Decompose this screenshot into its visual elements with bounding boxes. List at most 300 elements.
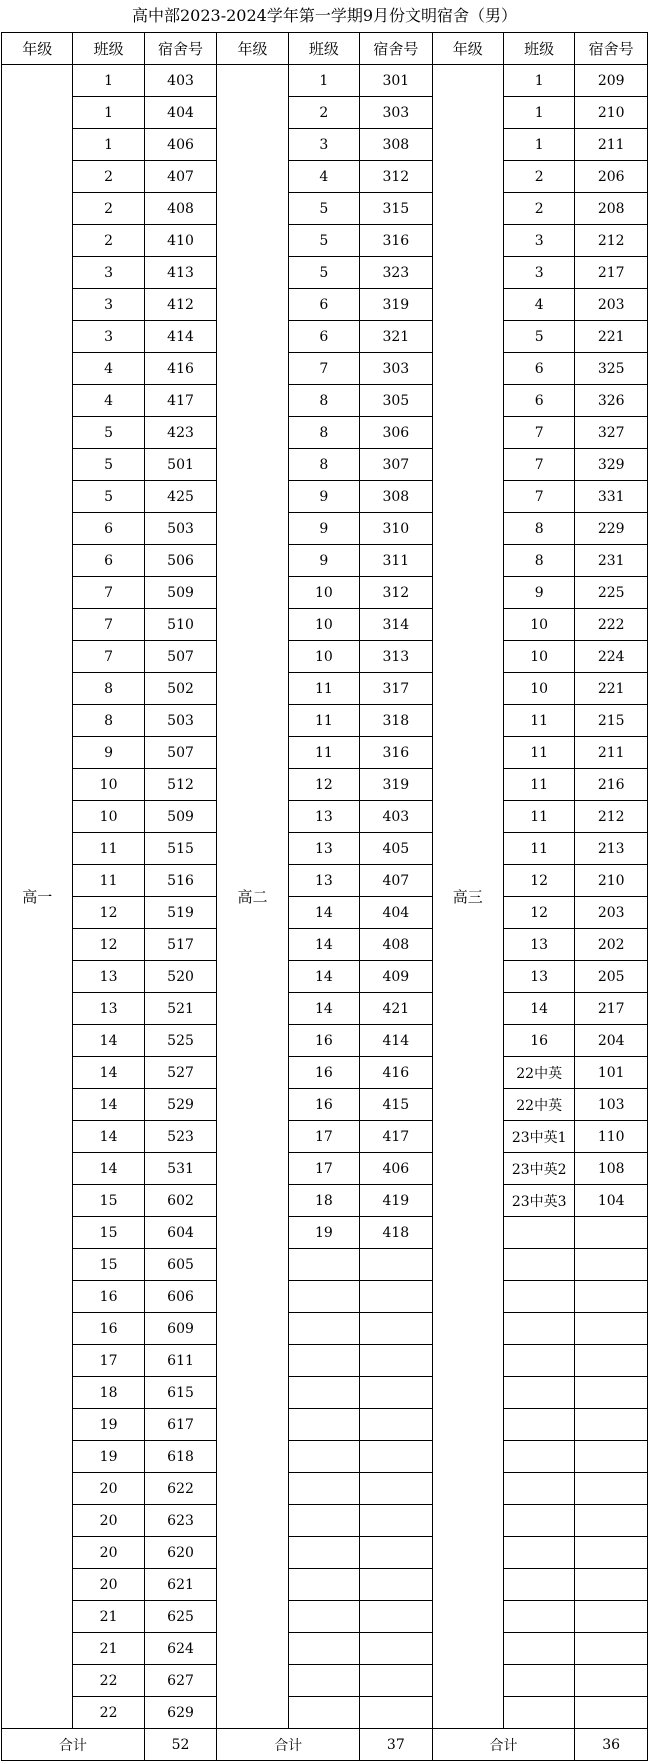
dorm-cell: 414 <box>144 321 217 353</box>
class-cell: 11 <box>503 769 574 801</box>
dorm-cell: 221 <box>575 321 648 353</box>
dorm-cell: 510 <box>144 609 217 641</box>
table-row <box>2 1217 648 1249</box>
dorm-cell: 519 <box>144 897 217 929</box>
class-cell: 6 <box>73 545 144 577</box>
dorm-cell: 104 <box>575 1185 648 1217</box>
empty-cell <box>575 1313 648 1345</box>
dorm-cell: 527 <box>144 1057 217 1089</box>
empty-cell <box>360 1281 433 1313</box>
empty-cell <box>503 1409 574 1441</box>
dorm-cell: 622 <box>144 1473 217 1505</box>
class-cell: 8 <box>503 545 574 577</box>
column-header: 班级 <box>73 33 144 65</box>
dorm-cell: 625 <box>144 1601 217 1633</box>
class-cell: 22 <box>73 1697 144 1729</box>
empty-cell <box>503 1441 574 1473</box>
dorm-cell: 531 <box>144 1153 217 1185</box>
column-header: 班级 <box>288 33 359 65</box>
column-header: 班级 <box>503 33 574 65</box>
class-cell: 12 <box>73 897 144 929</box>
class-cell: 13 <box>503 929 574 961</box>
empty-cell <box>575 1217 648 1249</box>
class-cell: 2 <box>503 161 574 193</box>
dorm-cell: 416 <box>144 353 217 385</box>
table-row <box>2 1185 648 1217</box>
class-cell: 5 <box>503 321 574 353</box>
class-cell: 22 <box>73 1665 144 1697</box>
column-header: 宿舍号 <box>360 33 433 65</box>
dorm-cell: 216 <box>575 769 648 801</box>
dorm-cell: 423 <box>144 417 217 449</box>
dorm-cell: 225 <box>575 577 648 609</box>
dorm-cell: 517 <box>144 929 217 961</box>
dorm-cell: 327 <box>575 417 648 449</box>
dorm-cell: 416 <box>360 1057 433 1089</box>
dorm-cell: 509 <box>144 577 217 609</box>
table-row <box>2 97 648 129</box>
empty-cell <box>360 1537 433 1569</box>
class-cell: 10 <box>503 641 574 673</box>
class-cell: 1 <box>73 65 144 97</box>
empty-cell <box>360 1345 433 1377</box>
dorm-cell: 627 <box>144 1665 217 1697</box>
class-cell: 3 <box>503 225 574 257</box>
class-cell: 21 <box>73 1601 144 1633</box>
class-cell: 14 <box>73 1121 144 1153</box>
dorm-cell: 406 <box>360 1153 433 1185</box>
class-cell: 2 <box>73 225 144 257</box>
dorm-cell: 415 <box>360 1089 433 1121</box>
table-row <box>2 321 648 353</box>
dorm-cell: 204 <box>575 1025 648 1057</box>
empty-cell <box>575 1569 648 1601</box>
class-cell: 10 <box>73 801 144 833</box>
empty-cell <box>575 1697 648 1729</box>
dorm-cell: 307 <box>360 449 433 481</box>
class-cell: 19 <box>288 1217 359 1249</box>
dorm-cell: 211 <box>575 129 648 161</box>
class-cell: 6 <box>503 353 574 385</box>
total-label: 合计 <box>2 1729 145 1761</box>
empty-cell <box>360 1601 433 1633</box>
class-cell: 2 <box>73 161 144 193</box>
class-cell: 10 <box>288 577 359 609</box>
class-cell: 11 <box>503 801 574 833</box>
class-cell: 14 <box>288 993 359 1025</box>
dorm-cell: 212 <box>575 225 648 257</box>
dorm-cell: 605 <box>144 1249 217 1281</box>
empty-cell <box>288 1697 359 1729</box>
table-row <box>2 1313 648 1345</box>
dorm-cell: 521 <box>144 993 217 1025</box>
dorm-cell: 316 <box>360 737 433 769</box>
empty-cell <box>575 1409 648 1441</box>
dorm-cell: 203 <box>575 289 648 321</box>
class-cell: 19 <box>73 1441 144 1473</box>
empty-cell <box>575 1345 648 1377</box>
class-cell: 19 <box>73 1409 144 1441</box>
dorm-cell: 211 <box>575 737 648 769</box>
class-cell: 4 <box>73 385 144 417</box>
class-cell: 18 <box>73 1377 144 1409</box>
table-row <box>2 1153 648 1185</box>
class-cell: 6 <box>288 289 359 321</box>
dorm-cell: 315 <box>360 193 433 225</box>
class-cell: 13 <box>288 833 359 865</box>
dorm-cell: 321 <box>360 321 433 353</box>
class-cell: 5 <box>288 225 359 257</box>
total-label: 合计 <box>432 1729 575 1761</box>
empty-cell <box>503 1601 574 1633</box>
class-cell: 13 <box>503 961 574 993</box>
dorm-cell: 407 <box>144 161 217 193</box>
class-cell: 2 <box>288 97 359 129</box>
empty-cell <box>360 1665 433 1697</box>
table-row <box>2 1057 648 1089</box>
class-cell: 10 <box>73 769 144 801</box>
empty-cell <box>288 1665 359 1697</box>
empty-cell <box>575 1665 648 1697</box>
table-row <box>2 609 648 641</box>
dorm-cell: 419 <box>360 1185 433 1217</box>
table-row <box>2 481 648 513</box>
dorm-cell: 425 <box>144 481 217 513</box>
table-row <box>2 1665 648 1697</box>
dorm-cell: 217 <box>575 257 648 289</box>
class-cell: 3 <box>73 289 144 321</box>
class-cell: 2 <box>503 193 574 225</box>
class-cell: 3 <box>288 129 359 161</box>
table-row <box>2 1377 648 1409</box>
dorm-cell: 231 <box>575 545 648 577</box>
table-row <box>2 993 648 1025</box>
dorm-cell: 408 <box>360 929 433 961</box>
class-cell: 1 <box>73 97 144 129</box>
dorm-cell: 103 <box>575 1089 648 1121</box>
dorm-cell: 303 <box>360 353 433 385</box>
dorm-cell: 308 <box>360 481 433 513</box>
dorm-cell: 319 <box>360 769 433 801</box>
dorm-cell: 503 <box>144 513 217 545</box>
dorm-cell: 506 <box>144 545 217 577</box>
empty-cell <box>288 1249 359 1281</box>
dorm-cell: 311 <box>360 545 433 577</box>
dorm-cell: 308 <box>360 129 433 161</box>
dorm-cell: 417 <box>144 385 217 417</box>
class-cell: 8 <box>503 513 574 545</box>
dorm-cell: 224 <box>575 641 648 673</box>
empty-cell <box>575 1473 648 1505</box>
empty-cell <box>288 1281 359 1313</box>
dorm-cell: 515 <box>144 833 217 865</box>
dorm-cell: 208 <box>575 193 648 225</box>
class-cell: 22中英 <box>503 1089 574 1121</box>
dorm-cell: 623 <box>144 1505 217 1537</box>
class-cell: 20 <box>73 1569 144 1601</box>
class-cell: 14 <box>288 897 359 929</box>
table-row <box>2 449 648 481</box>
dorm-cell: 410 <box>144 225 217 257</box>
dorm-cell: 602 <box>144 1185 217 1217</box>
grade-cell: 高二 <box>217 65 288 1729</box>
dorm-cell: 110 <box>575 1121 648 1153</box>
empty-cell <box>503 1377 574 1409</box>
class-cell: 20 <box>73 1537 144 1569</box>
empty-cell <box>360 1313 433 1345</box>
dorm-cell: 507 <box>144 737 217 769</box>
table-row <box>2 1121 648 1153</box>
table-row <box>2 801 648 833</box>
column-header: 宿舍号 <box>575 33 648 65</box>
dorm-cell: 314 <box>360 609 433 641</box>
dorm-cell: 421 <box>360 993 433 1025</box>
class-cell: 21 <box>73 1633 144 1665</box>
dorm-cell: 606 <box>144 1281 217 1313</box>
empty-cell <box>503 1697 574 1729</box>
class-cell: 8 <box>288 449 359 481</box>
table-row <box>2 577 648 609</box>
class-cell: 14 <box>73 1057 144 1089</box>
dorm-cell: 202 <box>575 929 648 961</box>
table-row <box>2 1601 648 1633</box>
dorm-cell: 409 <box>360 961 433 993</box>
class-cell: 12 <box>503 865 574 897</box>
grade-cell: 高三 <box>432 65 503 1729</box>
table-row <box>2 225 648 257</box>
empty-cell <box>575 1633 648 1665</box>
class-cell: 23中英3 <box>503 1185 574 1217</box>
dorm-cell: 101 <box>575 1057 648 1089</box>
dorm-cell: 306 <box>360 417 433 449</box>
dorm-cell: 417 <box>360 1121 433 1153</box>
dorm-cell: 621 <box>144 1569 217 1601</box>
class-cell: 15 <box>73 1217 144 1249</box>
dorm-cell: 215 <box>575 705 648 737</box>
table-row <box>2 513 648 545</box>
table-row <box>2 193 648 225</box>
table-row <box>2 353 648 385</box>
class-cell: 11 <box>288 705 359 737</box>
class-cell: 4 <box>503 289 574 321</box>
dorm-cell: 316 <box>360 225 433 257</box>
class-cell: 8 <box>73 705 144 737</box>
table-row <box>2 1441 648 1473</box>
table-row <box>2 961 648 993</box>
class-cell: 23中英2 <box>503 1153 574 1185</box>
dorm-cell: 210 <box>575 97 648 129</box>
dorm-cell: 326 <box>575 385 648 417</box>
grade-cell: 高一 <box>2 65 73 1729</box>
empty-cell <box>288 1441 359 1473</box>
class-cell: 20 <box>73 1505 144 1537</box>
dorm-cell: 313 <box>360 641 433 673</box>
dorm-cell: 405 <box>360 833 433 865</box>
table-row <box>2 865 648 897</box>
dorm-cell: 618 <box>144 1441 217 1473</box>
column-header: 年级 <box>217 33 288 65</box>
class-cell: 5 <box>73 449 144 481</box>
dorm-cell: 303 <box>360 97 433 129</box>
empty-cell <box>503 1633 574 1665</box>
class-cell: 13 <box>73 993 144 1025</box>
class-cell: 23中英1 <box>503 1121 574 1153</box>
dorm-cell: 516 <box>144 865 217 897</box>
class-cell: 4 <box>73 353 144 385</box>
class-cell: 16 <box>288 1025 359 1057</box>
dorm-cell: 407 <box>360 865 433 897</box>
dorm-cell: 212 <box>575 801 648 833</box>
dorm-cell: 209 <box>575 65 648 97</box>
class-cell: 9 <box>288 545 359 577</box>
dorm-cell: 319 <box>360 289 433 321</box>
table-row <box>2 641 648 673</box>
dorm-cell: 418 <box>360 1217 433 1249</box>
dorm-cell: 108 <box>575 1153 648 1185</box>
class-cell: 14 <box>73 1089 144 1121</box>
class-cell: 8 <box>73 673 144 705</box>
dorm-cell: 520 <box>144 961 217 993</box>
dorm-cell: 213 <box>575 833 648 865</box>
class-cell: 6 <box>288 321 359 353</box>
class-cell: 15 <box>73 1185 144 1217</box>
class-cell: 9 <box>73 737 144 769</box>
table-row <box>2 833 648 865</box>
table-row <box>2 673 648 705</box>
class-cell: 6 <box>73 513 144 545</box>
class-cell: 16 <box>288 1057 359 1089</box>
empty-cell <box>575 1377 648 1409</box>
table-row <box>2 769 648 801</box>
class-cell: 8 <box>288 385 359 417</box>
class-cell: 7 <box>73 609 144 641</box>
dorm-cell: 305 <box>360 385 433 417</box>
empty-cell <box>575 1505 648 1537</box>
dorm-cell: 317 <box>360 673 433 705</box>
empty-cell <box>503 1569 574 1601</box>
class-cell: 16 <box>73 1281 144 1313</box>
total-value: 52 <box>144 1729 217 1761</box>
dorm-cell: 629 <box>144 1697 217 1729</box>
empty-cell <box>288 1313 359 1345</box>
dorm-cell: 408 <box>144 193 217 225</box>
class-cell: 22中英 <box>503 1057 574 1089</box>
class-cell: 11 <box>503 833 574 865</box>
class-cell: 13 <box>288 801 359 833</box>
dorm-cell: 312 <box>360 161 433 193</box>
dorm-cell: 611 <box>144 1345 217 1377</box>
class-cell: 5 <box>73 481 144 513</box>
table-row <box>2 1281 648 1313</box>
dorm-cell: 413 <box>144 257 217 289</box>
empty-cell <box>503 1665 574 1697</box>
dorm-cell: 404 <box>144 97 217 129</box>
empty-cell <box>575 1281 648 1313</box>
dorm-cell: 403 <box>144 65 217 97</box>
dorm-cell: 604 <box>144 1217 217 1249</box>
empty-cell <box>360 1441 433 1473</box>
dorm-cell: 615 <box>144 1377 217 1409</box>
table-row <box>2 1569 648 1601</box>
dorm-cell: 331 <box>575 481 648 513</box>
empty-cell <box>360 1409 433 1441</box>
empty-cell <box>503 1473 574 1505</box>
empty-cell <box>288 1537 359 1569</box>
dorm-cell: 525 <box>144 1025 217 1057</box>
class-cell: 16 <box>73 1313 144 1345</box>
class-cell: 20 <box>73 1473 144 1505</box>
dorm-cell: 412 <box>144 289 217 321</box>
empty-cell <box>288 1569 359 1601</box>
dorm-cell: 414 <box>360 1025 433 1057</box>
dormitory-table <box>1 32 648 1761</box>
empty-cell <box>503 1217 574 1249</box>
class-cell: 16 <box>503 1025 574 1057</box>
table-row <box>2 737 648 769</box>
dorm-cell: 312 <box>360 577 433 609</box>
table-row <box>2 257 648 289</box>
empty-cell <box>288 1409 359 1441</box>
table-row <box>2 65 648 97</box>
total-label: 合计 <box>217 1729 360 1761</box>
dorm-cell: 323 <box>360 257 433 289</box>
class-cell: 8 <box>288 417 359 449</box>
sheet-title: 高中部2023-2024学年第一学期9月份文明宿舍（男） <box>131 6 518 25</box>
class-cell: 7 <box>288 353 359 385</box>
dorm-cell: 325 <box>575 353 648 385</box>
class-cell: 18 <box>288 1185 359 1217</box>
table-row <box>2 161 648 193</box>
dorm-cell: 507 <box>144 641 217 673</box>
empty-cell <box>360 1249 433 1281</box>
table-row <box>2 1089 648 1121</box>
class-cell: 10 <box>288 609 359 641</box>
empty-cell <box>503 1249 574 1281</box>
class-cell: 17 <box>288 1153 359 1185</box>
dorm-cell: 501 <box>144 449 217 481</box>
dorm-cell: 205 <box>575 961 648 993</box>
dorm-cell: 221 <box>575 673 648 705</box>
empty-cell <box>503 1345 574 1377</box>
class-cell: 5 <box>288 257 359 289</box>
class-cell: 1 <box>503 129 574 161</box>
empty-cell <box>575 1441 648 1473</box>
table-row <box>2 385 648 417</box>
empty-cell <box>503 1281 574 1313</box>
empty-cell <box>288 1473 359 1505</box>
empty-cell <box>360 1697 433 1729</box>
class-cell: 13 <box>288 865 359 897</box>
empty-cell <box>360 1633 433 1665</box>
class-cell: 9 <box>288 513 359 545</box>
class-cell: 15 <box>73 1249 144 1281</box>
class-cell: 16 <box>288 1089 359 1121</box>
class-cell: 11 <box>503 737 574 769</box>
table-row <box>2 705 648 737</box>
total-value: 36 <box>575 1729 648 1761</box>
dorm-cell: 318 <box>360 705 433 737</box>
column-header: 宿舍号 <box>144 33 217 65</box>
class-cell: 7 <box>73 577 144 609</box>
class-cell: 11 <box>73 865 144 897</box>
dorm-cell: 512 <box>144 769 217 801</box>
class-cell: 17 <box>73 1345 144 1377</box>
dorm-cell: 624 <box>144 1633 217 1665</box>
dorm-cell: 222 <box>575 609 648 641</box>
class-cell: 1 <box>503 65 574 97</box>
class-cell: 14 <box>73 1025 144 1057</box>
table-row <box>2 417 648 449</box>
